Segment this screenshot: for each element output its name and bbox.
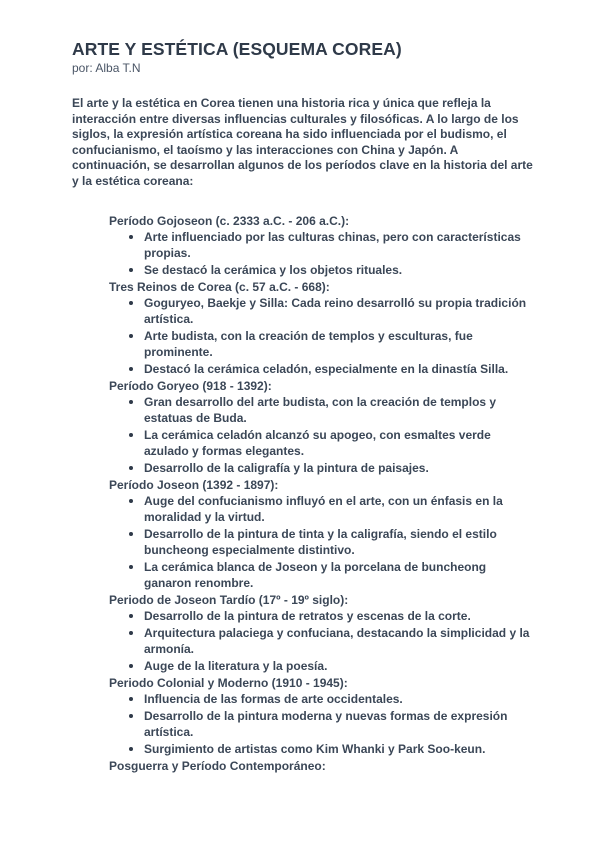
bullet-text: Arquitectura palaciega y confuciana, destacando la simplicidad y la armonía. — [144, 625, 530, 656]
bullet-list — [109, 608, 534, 674]
document-author: por: Alba T.N — [72, 61, 141, 75]
period-section — [109, 213, 534, 278]
bullet-text: La cerámica blanca de Joseon y la porcelana de buncheong ganaron renombre. — [144, 559, 487, 590]
bullet-text: Desarrollo de la pintura de tinta y la caligrafía, siendo el estilo buncheong especialmente distintivo. — [144, 526, 497, 557]
period-title: Posguerra y Período Contemporáneo: — [109, 758, 326, 773]
bullet-dot-icon — [129, 400, 133, 404]
period-section — [109, 477, 534, 591]
bullet-item — [128, 361, 534, 377]
document-page — [72, 38, 534, 775]
bullet-text: Goguryeo, Baekje y Silla: Cada reino desarrolló su propia tradición artística. — [144, 295, 527, 326]
document-title: ARTE Y ESTÉTICA (ESQUEMA COREA) — [72, 39, 402, 59]
bullet-text: Gran desarrollo del arte budista, con la creación de templos y estatuas de Buda. — [144, 394, 497, 425]
bullet-dot-icon — [129, 235, 133, 239]
bullet-text: Influencia de las formas de arte occidentales. — [144, 691, 403, 706]
period-title: Tres Reinos de Corea (c. 57 a.C. - 668): — [109, 279, 330, 294]
bullet-dot-icon — [129, 532, 133, 536]
bullet-text: Arte budista, con la creación de templos y esculturas, fue prominente. — [144, 328, 473, 359]
bullet-item — [128, 691, 534, 707]
period-title: Período Gojoseon (c. 2333 a.C. - 206 a.C.): — [109, 213, 350, 228]
bullet-list — [109, 493, 534, 591]
intro-paragraph: El arte y la estética en Corea tienen una historia rica y única que refleja la interacción entre diversas influencias culturales y filosóficas. A lo largo de los siglos, la expresión artística coreana ha sido influenciada por el budismo, el confucianismo, el taoísmo y las interacciones con China y Japón. A continuación, se desarrollan algunos de los períodos clave en la historia del arte y la estética coreana: — [72, 96, 533, 188]
bullet-item — [128, 625, 534, 657]
periods-outline — [109, 213, 534, 774]
bullet-dot-icon — [129, 268, 133, 272]
bullet-dot-icon — [129, 747, 133, 751]
bullet-item — [128, 708, 534, 740]
bullet-item — [128, 427, 534, 459]
bullet-text: Arte influenciado por las culturas chinas, pero con características propias. — [144, 229, 521, 260]
bullet-item — [128, 526, 534, 558]
bullet-dot-icon — [129, 301, 133, 305]
period-title: Período Joseon (1392 - 1897): — [109, 477, 279, 492]
bullet-dot-icon — [129, 466, 133, 470]
bullet-text: Desarrollo de la caligrafía y la pintura de paisajes. — [144, 460, 429, 475]
bullet-dot-icon — [129, 499, 133, 503]
bullet-item — [128, 608, 534, 624]
bullet-item — [128, 658, 534, 674]
bullet-item — [128, 559, 534, 591]
bullet-item — [128, 460, 534, 476]
bullet-dot-icon — [129, 664, 133, 668]
bullet-text: Surgimiento de artistas como Kim Whanki y Park Soo-keun. — [144, 741, 486, 756]
period-title: Periodo de Joseon Tardío (17º - 19º siglo): — [109, 592, 349, 607]
period-section — [109, 378, 534, 476]
bullet-list — [109, 691, 534, 757]
bullet-dot-icon — [129, 614, 133, 618]
bullet-text: Desarrollo de la pintura moderna y nuevas formas de expresión artística. — [144, 708, 508, 739]
period-section — [109, 592, 534, 674]
period-title: Período Goryeo (918 - 1392): — [109, 378, 272, 393]
bullet-dot-icon — [129, 565, 133, 569]
period-section — [109, 758, 534, 774]
bullet-text: Destacó la cerámica celadón, especialmente en la dinastía Silla. — [144, 361, 509, 376]
bullet-list — [109, 394, 534, 476]
bullet-text: Auge de la literatura y la poesía. — [144, 658, 328, 673]
bullet-dot-icon — [129, 367, 133, 371]
bullet-item — [128, 328, 534, 360]
bullet-item — [128, 741, 534, 757]
bullet-dot-icon — [129, 334, 133, 338]
bullet-list — [109, 295, 534, 377]
bullet-dot-icon — [129, 714, 133, 718]
bullet-item — [128, 394, 534, 426]
bullet-text: La cerámica celadón alcanzó su apogeo, con esmaltes verde azulado y formas elegantes. — [144, 427, 491, 458]
period-section — [109, 675, 534, 757]
bullet-dot-icon — [129, 433, 133, 437]
bullet-dot-icon — [129, 631, 133, 635]
period-section — [109, 279, 534, 377]
bullet-text: Auge del confucianismo influyó en el arte, con un énfasis en la moralidad y la virtud. — [144, 493, 503, 524]
bullet-text: Se destacó la cerámica y los objetos rituales. — [144, 262, 403, 277]
bullet-item — [128, 229, 534, 261]
bullet-text: Desarrollo de la pintura de retratos y escenas de la corte. — [144, 608, 471, 623]
bullet-item — [128, 295, 534, 327]
bullet-item — [128, 493, 534, 525]
period-title: Periodo Colonial y Moderno (1910 - 1945): — [109, 675, 348, 690]
bullet-item — [128, 262, 534, 278]
bullet-list — [109, 229, 534, 278]
bullet-dot-icon — [129, 697, 133, 701]
